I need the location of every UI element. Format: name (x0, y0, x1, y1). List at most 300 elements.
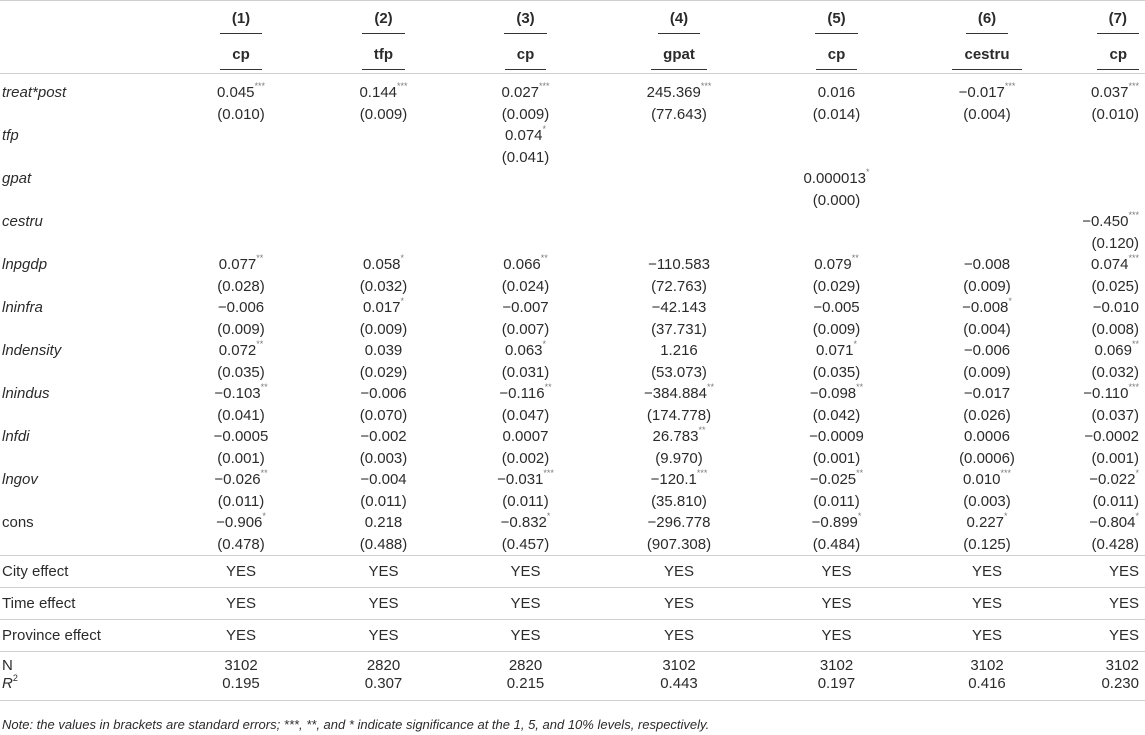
r-squared-cell (762, 674, 911, 701)
coefficient-value: 0.0007 (502, 428, 549, 445)
coefficient-cell (762, 82, 911, 104)
r-squared-value: 0.230 (1101, 675, 1139, 692)
dependent-variable-label: tfp (362, 41, 405, 70)
effect-value: YES (510, 563, 541, 580)
column-number (312, 1, 455, 38)
column-number (911, 1, 1063, 38)
significance-stars: *** (1128, 253, 1139, 263)
table-note: Note: the values in brackets are standard errors; ***, **, and * indicate significance at the 1, 5, and 10% levels, respectively. (2, 717, 710, 732)
standard-error-cell (170, 534, 312, 556)
coefficient-cell (312, 340, 455, 362)
standard-error-value: (77.643) (651, 105, 707, 123)
standard-error-value: (72.763) (651, 277, 707, 295)
variable-label-empty (0, 233, 170, 255)
coefficient-value: −0.899 (811, 514, 858, 531)
standard-error-value: (0.009) (217, 320, 265, 338)
r-squared-value: 0.197 (817, 675, 856, 692)
coefficient-cell (455, 512, 596, 534)
variable-name: lnindus (2, 385, 50, 402)
standard-error-row (0, 448, 1145, 470)
coefficient-value: 0.027 (501, 84, 540, 101)
header-corner (0, 1, 170, 38)
standard-error-cell (455, 276, 596, 298)
standard-error-value: (0.009) (963, 363, 1011, 381)
significance-stars: *** (696, 468, 708, 478)
standard-error-row (0, 147, 1145, 169)
standard-error-cell (312, 319, 455, 341)
effect-value: YES (225, 563, 256, 580)
variable-label (0, 469, 170, 491)
standard-error-cell (312, 362, 455, 384)
coefficient-value: 0.077 (218, 256, 257, 273)
significance-stars: *** (397, 81, 408, 91)
significance-stars: ** (260, 468, 268, 478)
observations-value: 3102 (1105, 657, 1139, 674)
dependent-variable-label: gpat (651, 41, 707, 70)
significance-stars: *** (254, 81, 266, 91)
standard-error-value: (0.009) (501, 105, 550, 123)
effect-name: Province effect (2, 627, 101, 644)
coefficient-cell (911, 512, 1063, 534)
standard-error-value: (0.000) (812, 191, 861, 209)
column-number-label: (6) (966, 5, 1008, 34)
header-corner (0, 37, 170, 74)
variable-label (0, 125, 170, 147)
standard-error-cell (312, 147, 455, 169)
significance-stars: ** (256, 339, 264, 349)
effect-value-cell (762, 556, 911, 588)
coefficient-row (0, 340, 1145, 362)
variable-label (0, 383, 170, 405)
standard-error-cell (1063, 405, 1145, 427)
standard-error-value: (0.035) (812, 363, 861, 381)
significance-stars: ** (856, 382, 864, 392)
significance-stars: ** (1131, 339, 1139, 349)
significance-stars: ** (851, 253, 859, 263)
standard-error-cell (911, 534, 1063, 556)
coefficient-cell (170, 383, 312, 405)
spacer-cell (911, 74, 1063, 83)
effect-value: YES (368, 595, 399, 612)
coefficient-cell (312, 297, 455, 319)
effect-value-cell (170, 556, 312, 588)
standard-error-value: (0.004) (963, 320, 1011, 338)
standard-error-cell (170, 233, 312, 255)
standard-error-cell (455, 190, 596, 212)
coefficient-cell (911, 82, 1063, 104)
column-number-label: (5) (815, 5, 857, 34)
effect-value: YES (821, 563, 852, 580)
coefficient-cell (170, 254, 312, 276)
standard-error-value: (0.028) (217, 277, 265, 295)
variable-label (0, 426, 170, 448)
standard-error-row (0, 362, 1145, 384)
standard-error-value: (0.009) (359, 105, 408, 123)
effect-value-cell (455, 588, 596, 620)
coefficient-value: 245.369 (646, 84, 701, 101)
standard-error-cell (911, 233, 1063, 255)
dependent-variable (455, 37, 596, 74)
variable-label (0, 82, 170, 104)
standard-error-cell (762, 448, 911, 470)
coefficient-cell (596, 125, 762, 147)
significance-stars: *** (1000, 468, 1012, 478)
effect-value-cell (1063, 620, 1145, 652)
dependent-variable (170, 37, 312, 74)
standard-error-value: (0.488) (359, 535, 408, 553)
significance-stars: * (262, 511, 266, 521)
standard-error-cell (455, 491, 596, 513)
coefficient-value: 0.218 (364, 514, 403, 531)
standard-error-cell (1063, 491, 1145, 513)
coefficient-cell (911, 340, 1063, 362)
significance-stars: ** (540, 253, 548, 263)
coefficient-cell (312, 469, 455, 491)
effect-value: YES (510, 595, 541, 612)
coefficient-value: −296.778 (647, 514, 711, 531)
significance-stars: *** (700, 81, 712, 91)
standard-error-cell (455, 319, 596, 341)
standard-error-cell (1063, 448, 1145, 470)
coefficient-cell (1063, 383, 1145, 405)
variable-label-empty (0, 104, 170, 126)
effect-value: YES (971, 627, 1002, 644)
coefficient-cell (762, 211, 911, 233)
effect-label (0, 588, 170, 620)
column-number-label: (4) (658, 5, 700, 34)
observations-row (0, 652, 1145, 675)
standard-error-cell (762, 491, 911, 513)
standard-error-value: (0.008) (1091, 320, 1139, 338)
effect-value-cell (1063, 588, 1145, 620)
r-squared-value: 0.215 (506, 675, 545, 692)
standard-error-value: (0.035) (217, 363, 265, 381)
coefficient-cell (170, 125, 312, 147)
table-header (0, 1, 1145, 74)
variable-name: lninfra (2, 299, 43, 316)
coefficient-cell (312, 211, 455, 233)
significance-stars: *** (543, 468, 554, 478)
standard-error-value: (0.484) (812, 535, 861, 553)
effect-value: YES (368, 627, 399, 644)
r-squared-value: 0.195 (222, 675, 260, 692)
coefficient-value: 0.069 (1094, 342, 1132, 359)
standard-error-value: (0.070) (359, 406, 408, 424)
coefficient-value: −0.804 (1089, 514, 1136, 531)
standard-error-cell (1063, 190, 1145, 212)
coefficient-cell (1063, 340, 1145, 362)
dependent-variable (312, 37, 455, 74)
observations-value: 2820 (366, 657, 401, 674)
variable-label-empty (0, 319, 170, 341)
standard-error-cell (596, 276, 762, 298)
coefficient-value: −120.1 (650, 471, 697, 488)
column-number (762, 1, 911, 38)
coefficient-row (0, 383, 1145, 405)
standard-error-value: (0.009) (812, 320, 861, 338)
effect-value-cell (170, 588, 312, 620)
coefficient-cell (312, 426, 455, 448)
standard-error-cell (312, 233, 455, 255)
standard-error-cell (312, 276, 455, 298)
standard-error-cell (596, 448, 762, 470)
coefficient-cell (911, 383, 1063, 405)
r-squared-superscript: 2 (12, 673, 18, 683)
effect-value-cell (596, 588, 762, 620)
coefficient-value: 0.039 (364, 342, 403, 359)
variable-label (0, 168, 170, 190)
standard-error-value: (0.001) (812, 449, 861, 467)
coefficient-cell (455, 125, 596, 147)
effect-value: YES (1108, 627, 1139, 644)
standard-error-value: (907.308) (646, 535, 712, 553)
standard-error-value: (0.001) (217, 449, 265, 467)
coefficient-row (0, 125, 1145, 147)
coefficient-value: −0.906 (216, 514, 263, 531)
standard-error-cell (1063, 319, 1145, 341)
significance-stars: * (1004, 511, 1008, 521)
coefficient-cell (762, 168, 911, 190)
standard-error-row (0, 491, 1145, 513)
standard-error-row (0, 405, 1145, 427)
standard-error-cell (170, 405, 312, 427)
standard-error-cell (1063, 276, 1145, 298)
standard-error-cell (762, 190, 911, 212)
standard-error-cell (312, 405, 455, 427)
r-squared-name: R (2, 675, 13, 692)
effect-value: YES (510, 627, 541, 644)
significance-stars: * (1135, 468, 1139, 478)
coefficient-cell (596, 168, 762, 190)
coefficient-cell (596, 211, 762, 233)
significance-stars: * (400, 296, 405, 306)
standard-error-value: (0.011) (360, 492, 407, 510)
coefficient-cell (1063, 82, 1145, 104)
standard-error-value: (53.073) (651, 363, 707, 381)
coefficient-value: −0.031 (497, 471, 544, 488)
observations-value: 3102 (224, 657, 258, 674)
standard-error-cell (911, 147, 1063, 169)
spacer-row (0, 74, 1145, 83)
standard-error-cell (762, 534, 911, 556)
variable-name: treat*post (2, 84, 67, 101)
significance-stars: * (866, 167, 870, 177)
coefficient-cell (911, 125, 1063, 147)
coefficient-value: −0.110 (1083, 385, 1129, 402)
column-number (170, 1, 312, 38)
standard-error-row (0, 276, 1145, 298)
standard-error-value: (0.007) (501, 320, 550, 338)
coefficient-value: −0.005 (813, 299, 860, 316)
standard-error-value: (174.778) (646, 406, 712, 424)
fixed-effect-row (0, 588, 1145, 620)
coefficient-value: 0.072 (218, 342, 257, 359)
coefficient-cell (762, 125, 911, 147)
standard-error-value: (9.970) (655, 449, 703, 467)
coefficient-value: −0.116 (499, 385, 545, 402)
coefficient-row (0, 512, 1145, 534)
effect-value-cell (911, 556, 1063, 588)
significance-stars: ** (698, 425, 706, 435)
effect-value: YES (225, 595, 256, 612)
standard-error-value: (0.024) (501, 277, 550, 295)
r-squared-cell (455, 674, 596, 701)
significance-stars: * (542, 124, 547, 134)
coefficient-cell (170, 82, 312, 104)
standard-error-cell (170, 448, 312, 470)
variable-label-empty (0, 491, 170, 513)
coefficient-cell (596, 82, 762, 104)
standard-error-value: (35.810) (651, 492, 707, 510)
dependent-variable-label: cp (1097, 41, 1139, 70)
standard-error-cell (312, 190, 455, 212)
coefficient-cell (1063, 211, 1145, 233)
significance-stars: * (542, 339, 547, 349)
effect-value-cell (312, 556, 455, 588)
variable-name: lnpgdp (2, 256, 48, 273)
observations-cell (596, 652, 762, 675)
coefficient-value: −0.103 (214, 385, 261, 402)
effect-value: YES (821, 595, 852, 612)
coefficient-value: −0.0009 (809, 428, 864, 445)
coefficient-value: −0.010 (1092, 299, 1139, 316)
standard-error-cell (596, 534, 762, 556)
dependent-variable (911, 37, 1063, 74)
coefficient-value: −0.098 (809, 385, 857, 402)
dependent-variable (762, 37, 911, 74)
coefficient-row (0, 82, 1145, 104)
variable-label-empty (0, 276, 170, 298)
effect-value-cell (312, 620, 455, 652)
significance-stars: ** (260, 382, 268, 392)
coefficient-cell (312, 383, 455, 405)
standard-error-cell (762, 233, 911, 255)
effect-value-cell (911, 588, 1063, 620)
coefficient-cell (455, 82, 596, 104)
variable-label-empty (0, 448, 170, 470)
coefficient-cell (170, 340, 312, 362)
standard-error-cell (596, 190, 762, 212)
effect-value: YES (663, 627, 694, 644)
standard-error-cell (170, 276, 312, 298)
column-number (455, 1, 596, 38)
standard-error-value: (0.009) (359, 320, 408, 338)
coefficient-cell (762, 340, 911, 362)
standard-error-cell (911, 104, 1063, 126)
standard-error-value: (0.011) (217, 492, 265, 510)
coefficient-value: 0.079 (814, 256, 852, 273)
effect-value-cell (596, 556, 762, 588)
coefficient-cell (596, 469, 762, 491)
coefficient-cell (596, 297, 762, 319)
standard-error-cell (596, 319, 762, 341)
effect-value: YES (1108, 595, 1139, 612)
coefficient-row (0, 297, 1145, 319)
significance-stars: * (1135, 511, 1139, 521)
effect-value-cell (1063, 556, 1145, 588)
standard-error-cell (455, 405, 596, 427)
coefficient-value: −384.884 (644, 385, 707, 402)
coefficient-cell (170, 469, 312, 491)
standard-error-cell (1063, 233, 1145, 255)
standard-error-cell (596, 491, 762, 513)
coefficient-value: −0.006 (360, 385, 407, 402)
r-squared-value: 0.443 (660, 675, 698, 692)
significance-stars: * (857, 511, 862, 521)
coefficient-cell (455, 168, 596, 190)
dependent-variable (1063, 37, 1145, 74)
table-body (0, 74, 1145, 701)
effect-label (0, 620, 170, 652)
effect-value: YES (663, 595, 694, 612)
coefficient-cell (762, 426, 911, 448)
standard-error-value: (0.001) (1091, 449, 1139, 467)
column-number-label: (1) (220, 5, 262, 34)
significance-stars: * (400, 253, 405, 263)
standard-error-cell (911, 190, 1063, 212)
coefficient-cell (455, 383, 596, 405)
coefficient-cell (596, 512, 762, 534)
effect-value-cell (762, 588, 911, 620)
standard-error-value: (0.003) (963, 492, 1011, 510)
variable-label (0, 254, 170, 276)
standard-error-value: (0.002) (501, 449, 550, 467)
column-number (1063, 1, 1145, 38)
standard-error-cell (762, 104, 911, 126)
effect-value: YES (971, 563, 1002, 580)
coefficient-cell (1063, 512, 1145, 534)
effect-value-cell (170, 620, 312, 652)
coefficient-cell (596, 383, 762, 405)
column-number-label: (7) (1097, 5, 1139, 34)
coefficient-cell (170, 426, 312, 448)
variable-name: cons (2, 514, 34, 531)
coefficient-value: −0.0002 (1084, 428, 1139, 445)
coefficient-value: −0.006 (217, 299, 265, 316)
significance-stars: ** (856, 468, 864, 478)
standard-error-value: (0.026) (963, 406, 1011, 424)
coefficient-cell (762, 469, 911, 491)
coefficient-value: −0.017 (963, 385, 1011, 402)
coefficient-value: 0.037 (1090, 84, 1129, 101)
significance-stars: ** (256, 253, 264, 263)
coefficient-value: −0.0005 (213, 428, 269, 445)
observations-cell (455, 652, 596, 675)
coefficient-value: −0.004 (360, 471, 407, 488)
standard-error-value: (0.009) (963, 277, 1011, 295)
standard-error-value: (0.120) (1091, 234, 1139, 252)
coefficient-value: 0.074 (504, 127, 543, 144)
standard-error-cell (596, 147, 762, 169)
standard-error-cell (455, 233, 596, 255)
dependent-variable-label: cp (816, 41, 858, 70)
r-squared-label (0, 674, 170, 701)
standard-error-value: (0.010) (217, 105, 265, 123)
significance-stars: ** (706, 382, 714, 392)
standard-error-value: (0.025) (1091, 277, 1139, 295)
column-number (596, 1, 762, 38)
coefficient-cell (762, 297, 911, 319)
r-squared-value: 0.307 (364, 675, 403, 692)
coefficient-cell (911, 297, 1063, 319)
effect-value-cell (312, 588, 455, 620)
standard-error-row (0, 104, 1145, 126)
coefficient-cell (762, 254, 911, 276)
significance-stars: * (546, 511, 551, 521)
effect-value: YES (225, 627, 256, 644)
standard-error-value: (0.014) (812, 105, 861, 123)
fixed-effect-row (0, 620, 1145, 652)
